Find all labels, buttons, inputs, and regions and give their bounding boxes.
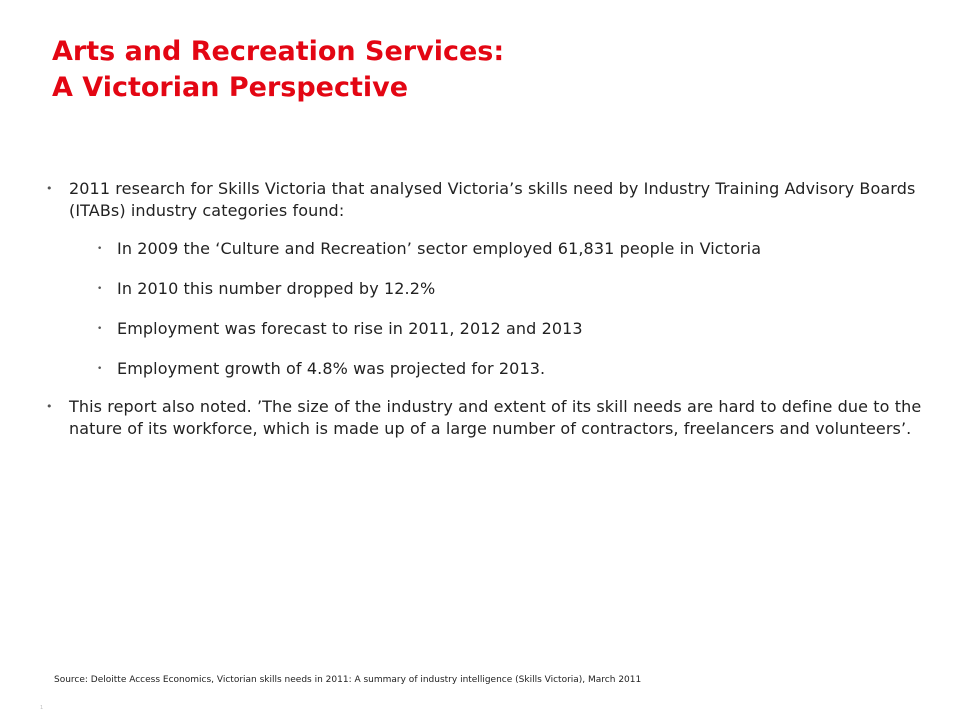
- sub-bullet-marker: •: [97, 284, 103, 294]
- sub-bullet-marker: •: [97, 324, 103, 334]
- title-line-2: A Victorian Perspective: [52, 72, 409, 103]
- sub-bullet-text: Employment was forecast to rise in 2011, 2012 and 2013: [117, 319, 583, 338]
- bullet-marker: •: [46, 400, 53, 413]
- bullet-report-note: [44, 396, 924, 440]
- bullet-text: 2011 research for Skills Victoria that analysed Victoria’s skills need by Industry Training Advisory Boards (ITABs) industry categories found:: [69, 179, 916, 220]
- page-number: 1: [40, 705, 44, 711]
- sub-bullet-2010-drop: [93, 278, 924, 300]
- title-line-1: Arts and Recreation Services:: [52, 36, 505, 67]
- source-citation: Source: Deloitte Access Economics, Victorian skills needs in 2011: A summary of industry intelligence (Skills Victoria), March 2011: [54, 675, 642, 685]
- bullet-marker: •: [46, 182, 53, 195]
- sub-bullet-marker: •: [97, 244, 103, 254]
- sub-bullet-marker: •: [97, 364, 103, 374]
- sub-bullet-list: [69, 238, 924, 380]
- sub-bullet-text: In 2009 the ‘Culture and Recreation’ sector employed 61,831 people in Victoria: [117, 239, 762, 258]
- sub-bullet-text: Employment growth of 4.8% was projected for 2013.: [117, 359, 546, 378]
- bullet-list: [44, 178, 924, 456]
- sub-bullet-growth-2013: [93, 358, 924, 380]
- bullet-research-findings: [44, 178, 924, 380]
- bullet-text: This report also noted. ’The size of the industry and extent of its skill needs are hard to define due to the nature of its workforce, which is made up of a large number of contractors, freelancers and volunteers’.: [69, 397, 922, 438]
- sub-bullet-forecast: [93, 318, 924, 340]
- sub-bullet-2009-employment: [93, 238, 924, 260]
- slide-title: [52, 34, 912, 106]
- sub-bullet-text: In 2010 this number dropped by 12.2%: [117, 279, 436, 298]
